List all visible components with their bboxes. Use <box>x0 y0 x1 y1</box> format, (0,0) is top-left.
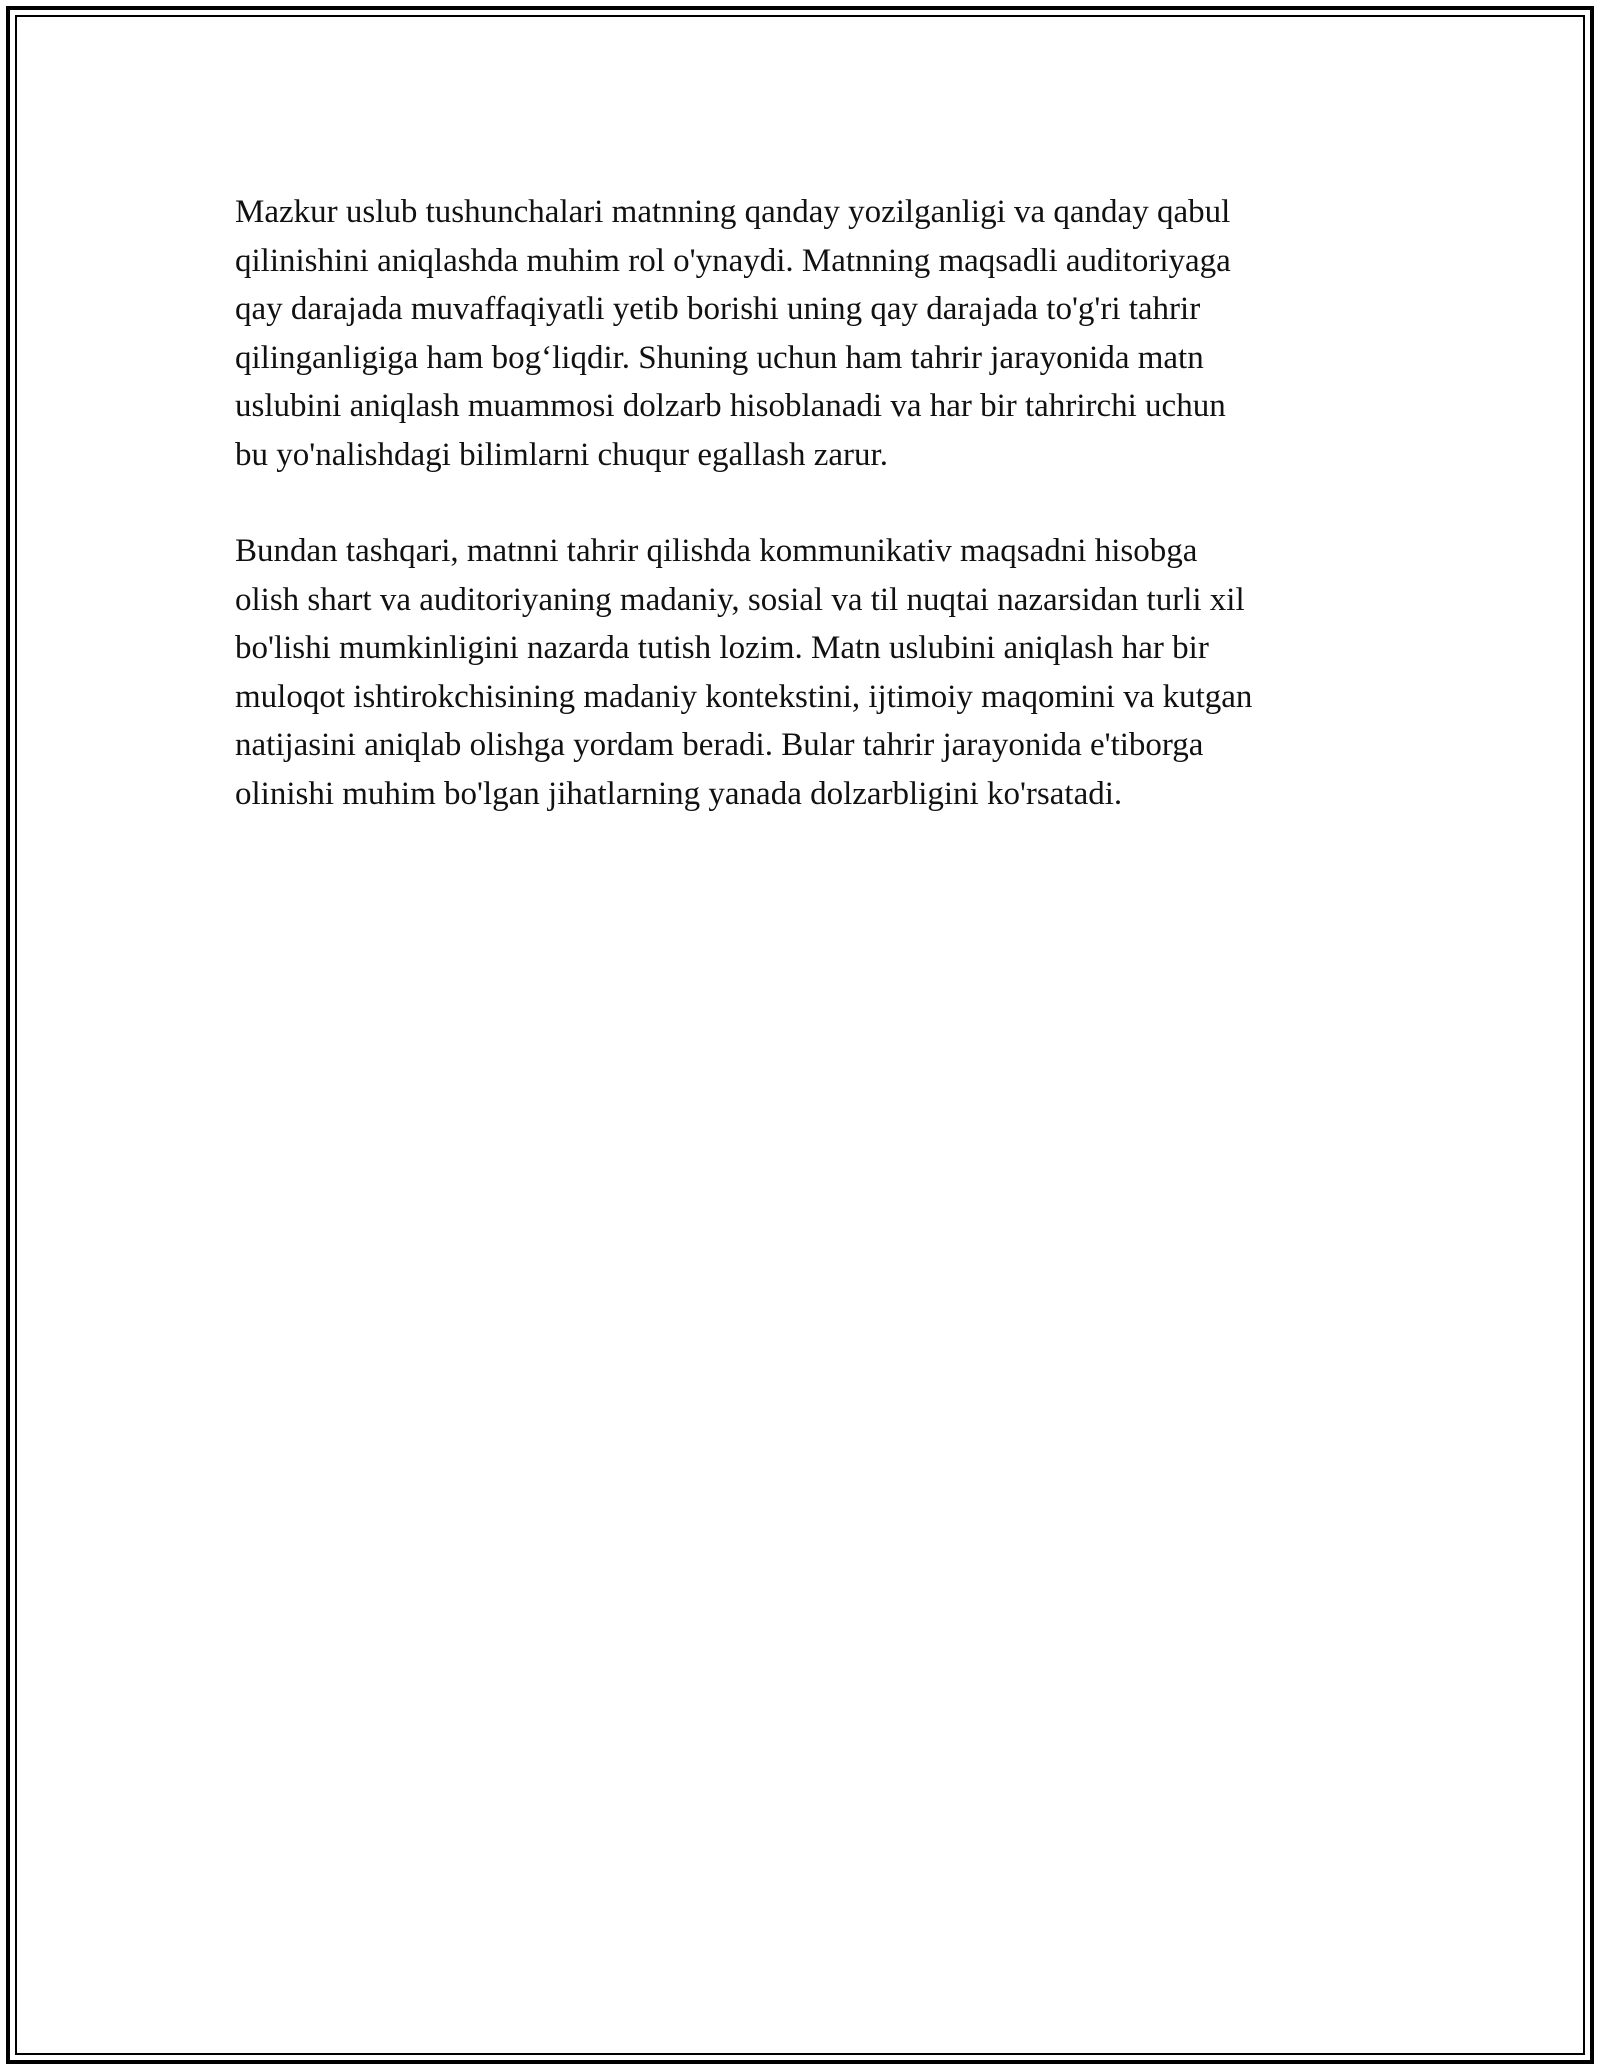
paragraph-2: Bundan tashqari, matnni tahrir qilishda kommunikativ maqsadni hisobga olish shart va auditoriyaning madaniy, sosial va til nuqtai nazarsidan turli xil bo'lishi mumkinligini nazarda tutish lozim. Matn uslubini aniqlash har bir muloqot ishtirokchisining madaniy kontekstini, ijtimoiy maqomini va kutgan natijasini aniqlab olishga yordam beradi. Bular tahrir jarayonida e'tiborga olinishi muhim bo'lgan jihatlarning yanada dolzarbligini ko'rsatadi. <box>235 533 1253 812</box>
paragraph-1: Mazkur uslub tushunchalari matnning qanday yozilganligi va qanday qabul qilinishini aniqlashda muhim rol o'ynaydi. Matnning maqsadli auditoriyaga qay darajada muvaffaqiyatli yetib borishi uning qay darajada to'g'ri tahrir qilinganligiga ham bog‘liqdir. Shuning uchun ham tahrir jarayonida matn uslubini aniqlash muammosi dolzarb hisoblanadi va har bir tahrirchi uchun bu yo'nalishdagi bilimlarni chuqur egallash zarur. <box>235 194 1231 473</box>
document-body <box>235 188 1385 866</box>
